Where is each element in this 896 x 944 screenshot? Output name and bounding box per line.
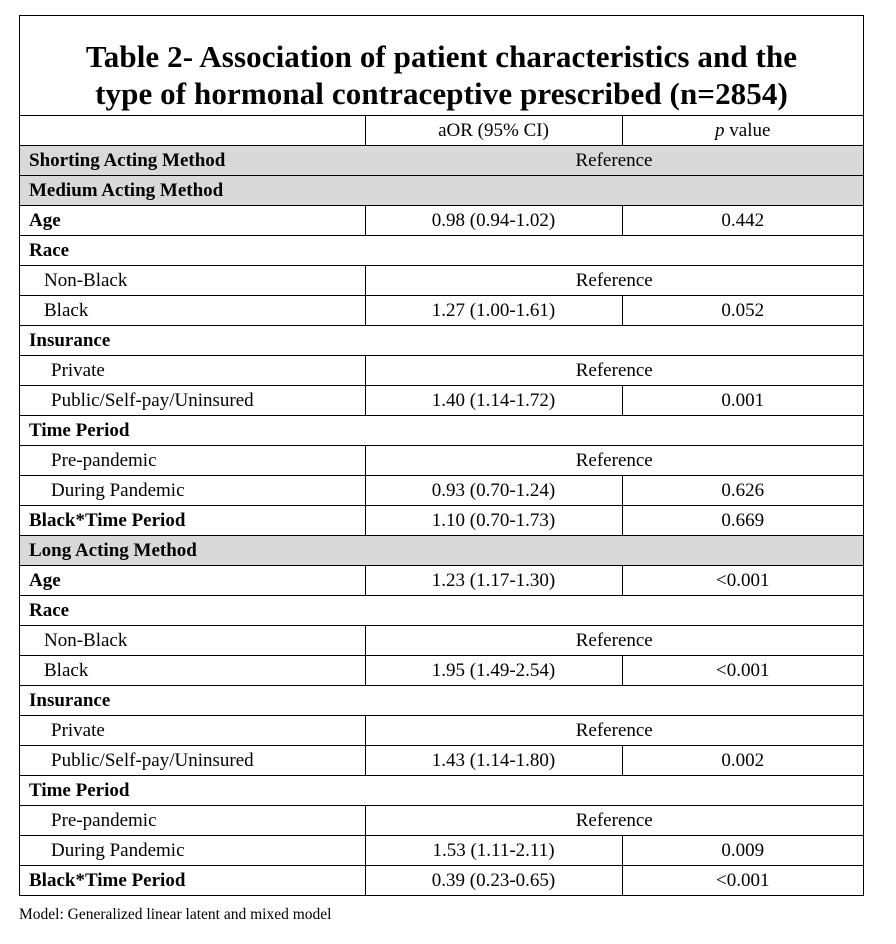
table-row bbox=[20, 146, 863, 176]
results-table bbox=[20, 115, 863, 895]
aor-cell: 1.43 (1.14-1.80) bbox=[365, 746, 622, 776]
value-word: value bbox=[724, 119, 771, 141]
row-label: Black bbox=[20, 656, 365, 686]
table-row bbox=[20, 416, 863, 446]
pvalue-cell: 0.001 bbox=[622, 386, 863, 416]
aor-cell: 1.10 (0.70-1.73) bbox=[365, 506, 622, 536]
table-row bbox=[20, 746, 863, 776]
table-frame bbox=[19, 15, 864, 896]
table-row bbox=[20, 176, 863, 206]
table-row bbox=[20, 536, 863, 566]
table-row bbox=[20, 806, 863, 836]
row-label: During Pandemic bbox=[20, 836, 365, 866]
reference-cell: Reference bbox=[365, 446, 863, 476]
row-label: Black bbox=[20, 296, 365, 326]
pvalue-cell: <0.001 bbox=[622, 566, 863, 596]
title-line-2: type of hormonal contraceptive prescribed (n=2854) bbox=[95, 76, 788, 111]
reference-cell: Reference bbox=[365, 716, 863, 746]
table-row bbox=[20, 356, 863, 386]
row-label: Black*Time Period bbox=[20, 866, 365, 896]
row-label: Pre-pandemic bbox=[20, 446, 365, 476]
table-row bbox=[20, 296, 863, 326]
table-row bbox=[20, 716, 863, 746]
table-row bbox=[20, 326, 863, 356]
pvalue-cell: <0.001 bbox=[622, 866, 863, 896]
row-label: Time Period bbox=[20, 416, 863, 446]
table-row bbox=[20, 206, 863, 236]
title-line-1: Table 2- Association of patient characteristics and the bbox=[85, 39, 798, 74]
table-row bbox=[20, 686, 863, 716]
table-row bbox=[20, 446, 863, 476]
pvalue-cell: 0.052 bbox=[622, 296, 863, 326]
aor-cell: 1.53 (1.11-2.11) bbox=[365, 836, 622, 866]
row-label: Public/Self-pay/Uninsured bbox=[20, 386, 365, 416]
table-row bbox=[20, 476, 863, 506]
pvalue-cell: <0.001 bbox=[622, 656, 863, 686]
pvalue-cell: 0.442 bbox=[622, 206, 863, 236]
row-label: Long Acting Method bbox=[20, 536, 863, 566]
table-row bbox=[20, 596, 863, 626]
row-label: Private bbox=[20, 716, 365, 746]
aor-cell: 1.23 (1.17-1.30) bbox=[365, 566, 622, 596]
table-row bbox=[20, 866, 863, 896]
row-label: Race bbox=[20, 596, 863, 626]
header-row bbox=[20, 116, 863, 146]
reference-cell: Reference bbox=[365, 356, 863, 386]
row-label: Black*Time Period bbox=[20, 506, 365, 536]
row-label: Age bbox=[20, 206, 365, 236]
header-cell-pvalue bbox=[622, 116, 863, 146]
table-row bbox=[20, 236, 863, 266]
pvalue-cell: 0.002 bbox=[622, 746, 863, 776]
table-row bbox=[20, 266, 863, 296]
row-label: Race bbox=[20, 236, 863, 266]
header-cell-aor: aOR (95% CI) bbox=[365, 116, 622, 146]
aor-cell: 0.39 (0.23-0.65) bbox=[365, 866, 622, 896]
row-label: Public/Self-pay/Uninsured bbox=[20, 746, 365, 776]
table-row bbox=[20, 776, 863, 806]
row-label: Non-Black bbox=[20, 626, 365, 656]
table-row bbox=[20, 566, 863, 596]
aor-cell: 1.27 (1.00-1.61) bbox=[365, 296, 622, 326]
table-row bbox=[20, 386, 863, 416]
reference-cell: Reference bbox=[365, 266, 863, 296]
reference-cell: Reference bbox=[365, 806, 863, 836]
row-label: During Pandemic bbox=[20, 476, 365, 506]
table-row bbox=[20, 836, 863, 866]
pvalue-cell: 0.626 bbox=[622, 476, 863, 506]
row-label: Non-Black bbox=[20, 266, 365, 296]
aor-cell: 0.98 (0.94-1.02) bbox=[365, 206, 622, 236]
row-label: Insurance bbox=[20, 326, 863, 356]
row-label: Private bbox=[20, 356, 365, 386]
aor-cell: 1.40 (1.14-1.72) bbox=[365, 386, 622, 416]
reference-cell: Reference bbox=[365, 146, 863, 176]
table-row bbox=[20, 656, 863, 686]
row-label: Shorting Acting Method bbox=[20, 146, 365, 176]
table-row bbox=[20, 626, 863, 656]
row-label: Insurance bbox=[20, 686, 863, 716]
p-italic: p bbox=[715, 119, 725, 141]
pvalue-cell: 0.009 bbox=[622, 836, 863, 866]
aor-cell: 1.95 (1.49-2.54) bbox=[365, 656, 622, 686]
header-cell-label bbox=[20, 116, 365, 146]
table-row bbox=[20, 506, 863, 536]
pvalue-cell: 0.669 bbox=[622, 506, 863, 536]
row-label: Medium Acting Method bbox=[20, 176, 863, 206]
reference-cell: Reference bbox=[365, 626, 863, 656]
table-footnote: Model: Generalized linear latent and mixed model bbox=[19, 906, 332, 923]
row-label: Pre-pandemic bbox=[20, 806, 365, 836]
row-label: Time Period bbox=[20, 776, 863, 806]
aor-cell: 0.93 (0.70-1.24) bbox=[365, 476, 622, 506]
row-label: Age bbox=[20, 566, 365, 596]
table-title bbox=[20, 16, 863, 115]
